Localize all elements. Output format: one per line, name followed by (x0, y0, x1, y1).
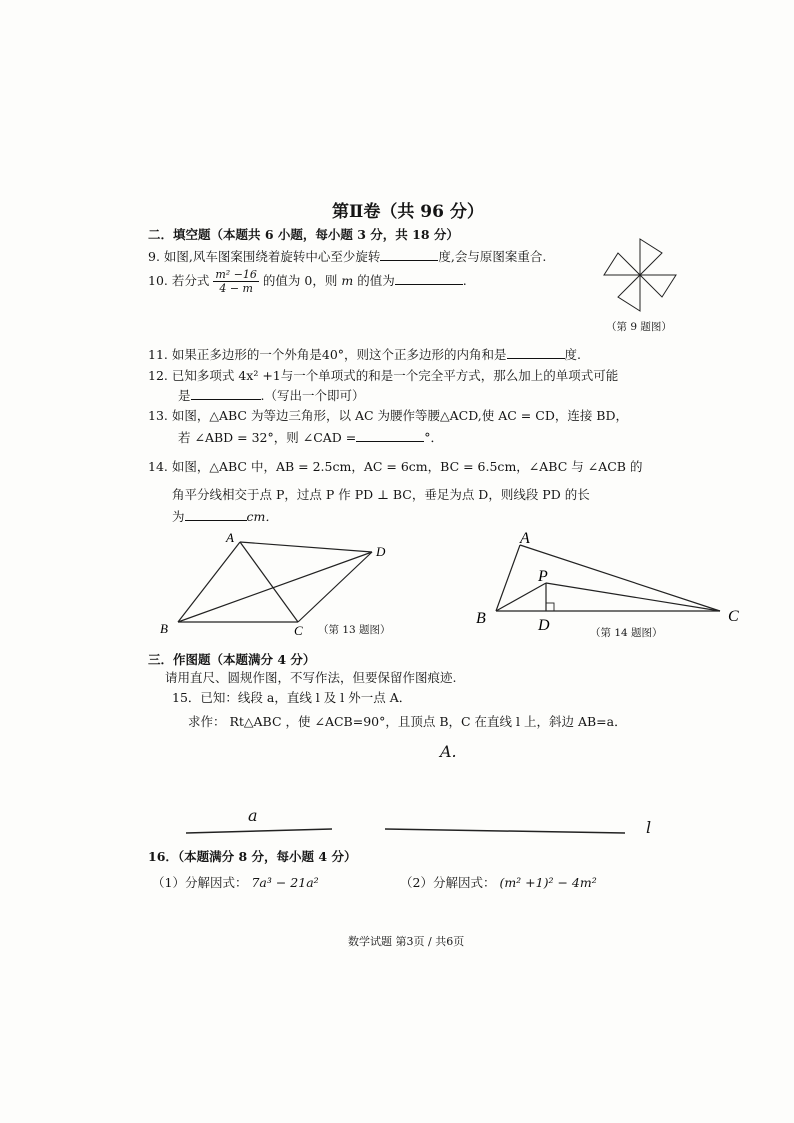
question-13 (148, 406, 628, 424)
question-14-line3 (172, 507, 278, 525)
question-15 (172, 688, 411, 706)
question-16-part2 (400, 873, 597, 891)
segment-a (186, 829, 332, 833)
question-number: 12. (148, 368, 168, 383)
windmill-blade (604, 253, 640, 275)
label-A: A (226, 530, 234, 545)
question-9 (148, 247, 546, 265)
question-text-tail: cm． (246, 509, 278, 524)
label-B: B (160, 621, 168, 636)
question-12-line2 (178, 386, 365, 404)
answer-blank[interactable] (356, 429, 424, 442)
label-C: C (728, 608, 739, 625)
expression: 7a³ − 21a² (251, 875, 319, 890)
question-13-line2 (178, 428, 443, 446)
section-instruction: 请用直尺、圆规作图，不写作法，但要保留作图痕迹. (165, 670, 457, 685)
windmill-blade (640, 275, 676, 297)
question-text: 已知：线段 a，直线 l 及 l 外一点 A． (200, 690, 412, 705)
segment-AD (240, 542, 372, 552)
question-text: 如果正多边形的一个外角是40°，则这个正多边形的内角和是 (171, 347, 507, 362)
label-B: B (476, 610, 486, 627)
variable-m: m (341, 273, 354, 288)
fraction-numerator: m² −16 (215, 268, 257, 281)
question-text: 是 (178, 388, 191, 403)
windmill-figure (600, 235, 680, 315)
question-15-task: 求作： Rt△ABC ，使 ∠ACB=90°，且顶点 B，C 在直线 l 上，斜边 AB=a． (188, 714, 627, 729)
question-number: 15． (172, 690, 201, 705)
label-A: A (520, 530, 530, 547)
answer-blank[interactable] (185, 508, 247, 521)
question-16-heading: 16．（本题满分 8 分，每小题 4 分） (148, 849, 357, 864)
section-heading-construction: 三．作图题（本题满分 4 分） (148, 652, 316, 667)
part-label: （2）分解因式： (400, 875, 496, 890)
segment-PC (546, 583, 720, 611)
question-16-part1 (152, 873, 319, 891)
figure-14-caption: （第 14 题图） (590, 627, 663, 639)
page-footer: 数学试题 第3页 / 共6页 (348, 935, 465, 948)
answer-blank[interactable] (395, 272, 463, 285)
question-number: 10. (148, 273, 168, 288)
fraction-denominator: 4 − m (219, 282, 253, 295)
label-D: D (376, 544, 386, 559)
question-number: 9. (148, 249, 160, 264)
segment-BD (178, 552, 372, 622)
windmill-blade (618, 275, 640, 311)
part-label: （1）分解因式： (152, 875, 248, 890)
question-text-tail: °． (424, 430, 444, 445)
question-text: 为 (172, 509, 185, 524)
segment-AC (520, 545, 720, 611)
question-10 (148, 268, 467, 295)
segment-AB (178, 542, 240, 622)
question-text-tail: 度,会与原图案重合. (438, 249, 547, 264)
right-angle-mark (546, 603, 554, 611)
question-text: 已知多项式 4x² +1与一个单项式的和是一个完全平方式，那么加上的单项式可能 (171, 368, 619, 383)
label-D: D (538, 617, 550, 634)
label-C: C (294, 623, 303, 638)
fraction (213, 268, 259, 295)
question-text: 若 ∠ABD = 32°，则 ∠CAD = (178, 430, 357, 445)
line-l-label: l (646, 818, 652, 837)
question-text-tail: .（写出一个即可） (260, 388, 365, 403)
question-number: 14. (148, 459, 168, 474)
figure-14 (470, 525, 750, 635)
segment-a-label: a (248, 806, 258, 825)
question-text: 如图，△ABC 为等边三角形，以 AC 为腰作等腰△ACD,使 AC = CD，连接 BD， (171, 408, 629, 423)
question-number: 11. (148, 347, 168, 362)
point-A-label: A. (440, 742, 457, 761)
question-11 (148, 345, 581, 363)
question-text: 如图，△ABC 中，AB = 2.5cm，AC = 6cm，BC = 6.5cm，∠ABC 与 ∠ACB 的 (171, 459, 643, 474)
question-number: 13. (148, 408, 168, 423)
question-text: 如图,风车图案围绕着旋转中心至少旋转 (163, 249, 381, 264)
segment-AB (496, 545, 520, 611)
segment-BP (496, 583, 546, 611)
label-P: P (538, 568, 548, 585)
expression: (m² +1)² − 4m² (499, 875, 597, 890)
answer-blank[interactable] (380, 248, 438, 261)
construction-figure (180, 820, 660, 840)
line-l (385, 829, 625, 833)
question-text: 的值为 (357, 273, 395, 288)
segment-CD (298, 552, 372, 622)
question-14-line2: 角平分线相交于点 P，过点 P 作 PD ⊥ BC，垂足为点 D，则线段 PD 的长 (172, 487, 590, 502)
section-heading-fill-in: 二．填空题（本题共 6 小题，每小题 3 分，共 18 分） (148, 227, 459, 242)
figure-13-caption: （第 13 题图） (318, 624, 391, 636)
answer-blank[interactable] (507, 346, 565, 359)
page-title: 第Ⅱ卷（共 96 分） (332, 202, 484, 222)
question-14 (148, 457, 642, 475)
figure-9-caption: （第 9 题图） (606, 321, 672, 333)
question-text: 若分式 (171, 273, 210, 288)
question-text-tail: . (462, 273, 467, 288)
windmill-blade (640, 239, 662, 275)
question-text: 的值为 0，则 (262, 273, 338, 288)
question-12 (148, 366, 618, 384)
question-text-tail: 度. (564, 347, 582, 362)
answer-blank[interactable] (191, 387, 261, 400)
